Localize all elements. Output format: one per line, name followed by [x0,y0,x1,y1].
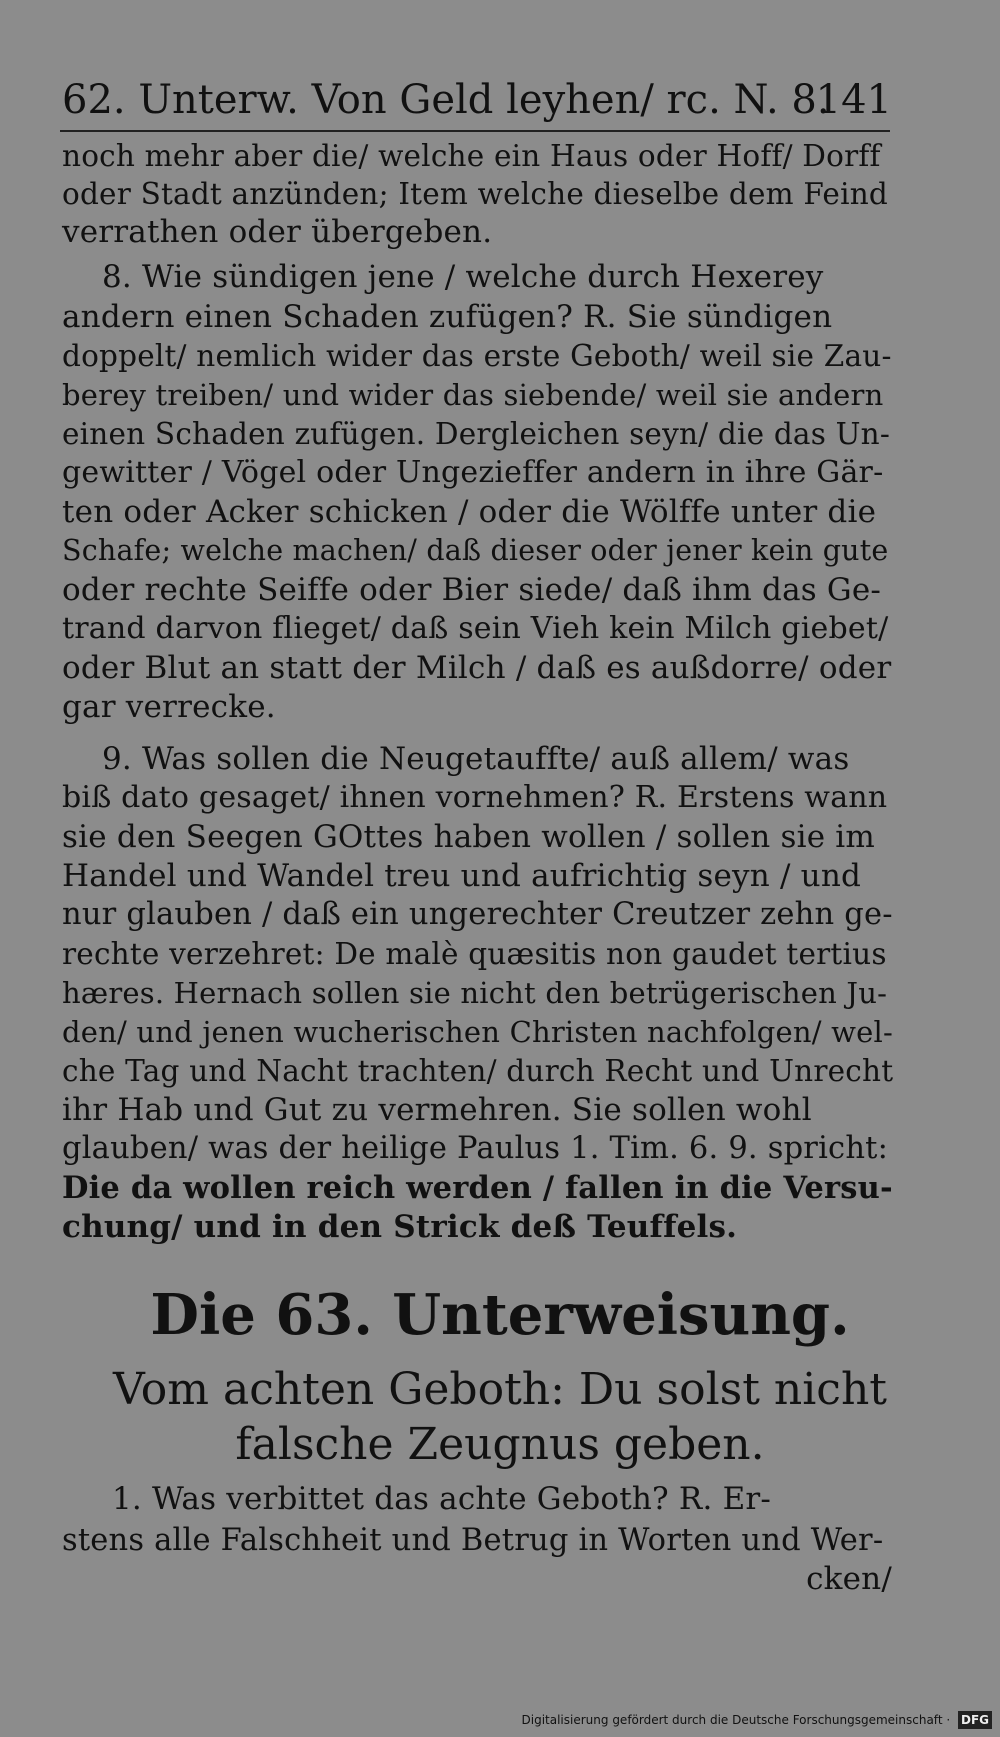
dfg-attribution [522,1707,992,1733]
question-9-line: 9. Was sollen die Neugetauffte/ auß allem/ was [102,741,850,777]
question-8-line: 8. Wie sündigen jene / welche durch Hexerey [102,259,824,295]
text-line: den/ und jenen wucherischen Christen nachfolgen/ wel- [62,1015,893,1049]
chapter-subheading: falsche Zeugnus geben. [235,1419,765,1470]
text-line: ten oder Acker schicken / oder die Wölffe unter die [62,494,877,530]
text-line: Handel und Wandel treu und aufrichtig seyn / und [62,858,862,894]
text-line: andern einen Schaden zufügen? R. Sie sündigen [62,299,833,335]
question-1-line: 1. Was verbittet das achte Geboth? R. Er- [112,1481,772,1517]
text-line: hæres. Hernach sollen sie nicht den betrügerischen Ju- [62,976,888,1010]
catchword: cken/ [806,1561,892,1597]
quotation-line: chung/ und in den Strick deß Teuffels. [62,1209,738,1245]
text-line: rechte verzehret: De malè quæsitis non gaudet tertius [62,937,887,971]
chapter-heading: Die 63. Unterweisung. [150,1282,850,1348]
text-line: oder rechte Seiffe oder Bier siede/ daß ihm das Ge- [62,572,882,608]
chapter-subheading: Vom achten Geboth: Du solst nicht [113,1364,887,1415]
text-line: gewitter / Vögel oder Ungezieffer andern in ihre Gär- [62,455,884,490]
text-line: che Tag und Nacht trachten/ durch Recht und Unrecht [62,1054,894,1088]
text-line: ihr Hab und Gut zu vermehren. Sie sollen wohl [62,1092,812,1128]
text-line: stens alle Falschheit und Betrug in Worten und Wer- [62,1523,884,1558]
text-line: doppelt/ nemlich wider das erste Geboth/ weil sie Zau- [62,339,892,373]
text-line: verrathen oder übergeben. [62,214,493,250]
page-number: 141 [815,77,892,123]
dfg-logo: DFG [958,1711,992,1729]
text-line: noch mehr aber die/ welche ein Haus oder Hoff/ Dorff [62,139,881,173]
text-line: oder Blut an statt der Milch / daß es außdorre/ oder [62,650,892,686]
text-line: oder Stadt anzünden; Item welche dieselbe dem Feind [62,177,889,211]
running-title: 62. Unterw. Von Geld leyhen/ rc. N. 8. [62,77,830,123]
running-header [62,70,892,130]
attribution-text: Digitalisierung gefördert durch die Deutsche Forschungsgemeinschaft · [521,1713,951,1727]
text-line: berey treiben/ und wider das siebende/ weil sie andern [62,378,884,412]
text-line: Schafe; welche machen/ daß dieser oder jener kein gute [62,534,889,567]
text-line: glauben/ was der heilige Paulus 1. Tim. 6. 9. spricht: [62,1131,889,1166]
text-line: trand darvon flieget/ daß sein Vieh kein Milch giebet/ [62,611,889,646]
text-line: biß dato gesaget/ ihnen vornehmen? R. Erstens wann [62,780,888,815]
header-rule [60,130,890,132]
quotation-line: Die da wollen reich werden / fallen in die Versu- [62,1170,893,1206]
text-line: sie den Seegen GOttes haben wollen / sollen sie im [62,819,876,855]
text-line: nur glauben / daß ein ungerechter Creutzer zehn ge- [62,897,893,932]
text-line: gar verrecke. [62,689,276,725]
text-line: einen Schaden zufügen. Dergleichen seyn/ die das Un- [62,417,891,451]
